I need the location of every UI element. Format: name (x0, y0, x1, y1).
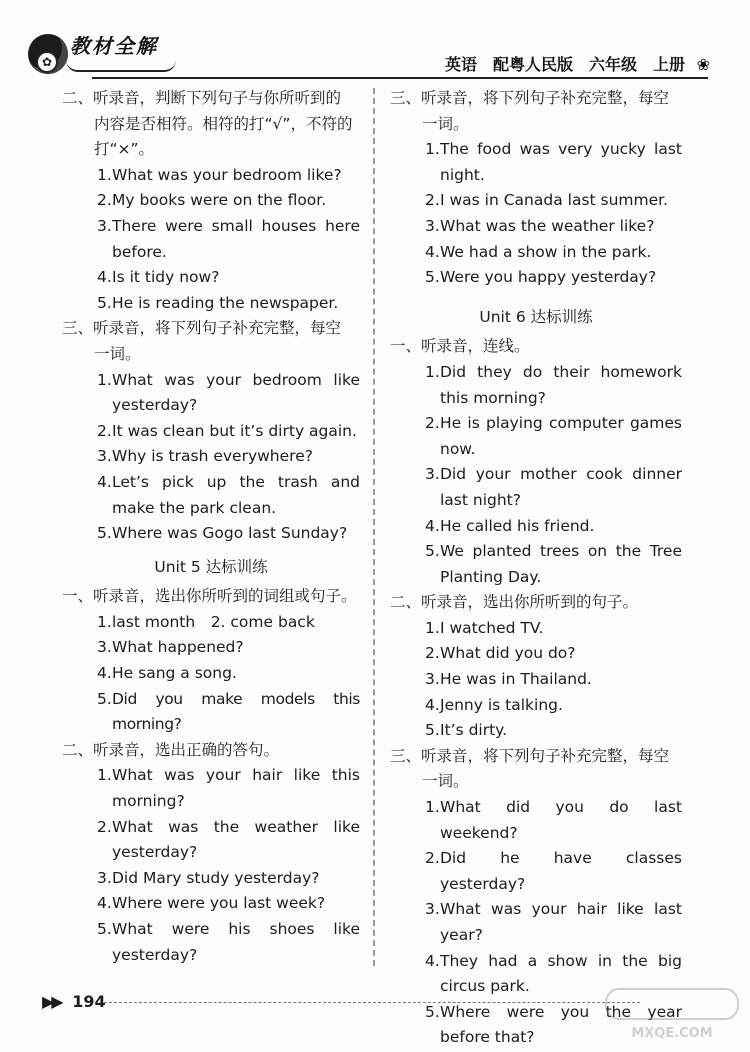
section-heading-cont: 内容是否相符。相符的打“√”，不符的打“×”。 (94, 114, 353, 159)
left-column (62, 86, 360, 968)
list-item: 3.He was in Thailand. (425, 670, 592, 689)
item-list (390, 616, 682, 744)
unit-title: Unit 6 达标训练 (479, 307, 593, 326)
page-footer (42, 992, 106, 1011)
list-item: 4.He called his friend. (425, 516, 595, 535)
list-item: 1.What was your hair like this morning? (97, 766, 360, 811)
list-item: 5.We planted trees on the Tree Planting Day. (425, 542, 682, 586)
list-item: 1.What was your bedroom like yesterday? (97, 370, 360, 415)
section-heading: 三、听录音，将下列句子补充完整，每空 (62, 319, 342, 338)
list-item: 2.He is playing computer games now. (425, 414, 682, 458)
unit-title: Unit 5 达标训练 (154, 557, 268, 576)
item-list (62, 763, 360, 968)
logo-swoosh (66, 60, 176, 72)
list-item: 3.Did your mother cook dinner last night? (425, 465, 682, 509)
logo-text: 教材全解 (70, 34, 158, 58)
flower-icon: ❀ (696, 55, 710, 74)
list-item: 3.There were small houses here before. (97, 216, 360, 261)
list-item: 3.What happened? (97, 638, 244, 657)
list-item: 3.Why is trash everywhere? (97, 447, 313, 466)
list-item: 5.Where were you the year before that? (425, 1002, 682, 1047)
watermark-text: MXQE.COM (631, 1026, 713, 1041)
list-item: 5.What were his shoes like yesterday? (97, 920, 360, 964)
list-item: 4.Let’s pick up the trash and make the park clean. (97, 472, 360, 517)
list-item: 5.Were you happy yesterday? (425, 268, 657, 287)
list-item: 5.It’s dirty. (425, 721, 508, 740)
double-arrow-icon: ▶▶ (42, 992, 61, 1011)
list-item: 1.I watched TV. (425, 618, 544, 637)
right-column (390, 86, 682, 1051)
item-list (62, 163, 360, 317)
list-item: 3.What was your hair like last year? (425, 900, 682, 944)
section-heading-cont: 一词。 (422, 114, 469, 133)
list-item: 2.I was in Canada last summer. (425, 191, 669, 210)
item-list (62, 368, 360, 547)
section-heading: 二、听录音，选出你所听到的句子。 (390, 593, 639, 612)
watermark (602, 988, 742, 1046)
item-list (62, 610, 360, 738)
page-header (0, 0, 750, 84)
footer-rule (104, 1002, 640, 1003)
list-item: 1.last month 2. come back (97, 612, 315, 631)
list-item: 4.Jenny is talking. (425, 695, 563, 714)
section-heading: 一、听录音，连线。 (390, 337, 530, 356)
list-item: 1.Did they do their homework this morning? (425, 362, 682, 407)
list-item: 4.They had a show in the big circus park. (425, 951, 682, 996)
item-list (390, 137, 682, 291)
book-info: 英语 配粤人民版 六年级 上册 ❀ (445, 55, 710, 74)
list-item: 4.He sang a song. (97, 664, 237, 683)
list-item: 3.What was the weather like? (425, 216, 655, 235)
list-item: 2.My books were on the floor. (97, 191, 327, 210)
list-item: 2.What was the weather like yesterday? (97, 817, 360, 862)
section-heading: 二、听录音，选出正确的答句。 (62, 740, 280, 759)
item-list (390, 360, 682, 590)
list-item: 1.What was your bedroom like? (97, 165, 342, 184)
section-heading: 三、听录音，将下列句子补充完整，每空 (390, 89, 670, 107)
list-item: 1.What did you do last weekend? (425, 798, 682, 842)
section-heading-cont: 一词。 (94, 344, 141, 363)
list-item: 5.He is reading the newspaper. (97, 293, 339, 312)
list-item: 5.Where was Gogo last Sunday? (97, 524, 348, 543)
list-item: 2.It was clean but it’s dirty again. (97, 421, 357, 440)
list-item: 4.We had a show in the park. (425, 242, 652, 261)
list-item: 2.Did he have classes yesterday? (425, 849, 682, 893)
page-number: 194 (72, 992, 106, 1011)
list-item: 4.Is it tidy now? (97, 268, 220, 287)
header-rule (92, 77, 708, 79)
list-item: 3.Did Mary study yesterday? (97, 868, 320, 887)
section-heading: 三、听录音，将下列句子补充完整，每空 (390, 746, 670, 765)
list-item: 1.The food was very yucky last night. (425, 140, 682, 184)
list-item: 5.Did you make models this morning? (97, 689, 360, 734)
watermark-badge (605, 988, 739, 1020)
section-heading-cont: 一词。 (422, 772, 469, 791)
section-heading: 一、听录音，选出你所听到的词组或句子。 (62, 587, 357, 606)
flower-icon: ✿ (36, 51, 58, 73)
section-heading: 二、听录音，判断下列句子与你所听到的 (62, 89, 342, 107)
list-item: 2.What did you do? (425, 644, 576, 663)
list-item: 4.Where were you last week? (97, 894, 326, 913)
column-divider (373, 88, 375, 966)
